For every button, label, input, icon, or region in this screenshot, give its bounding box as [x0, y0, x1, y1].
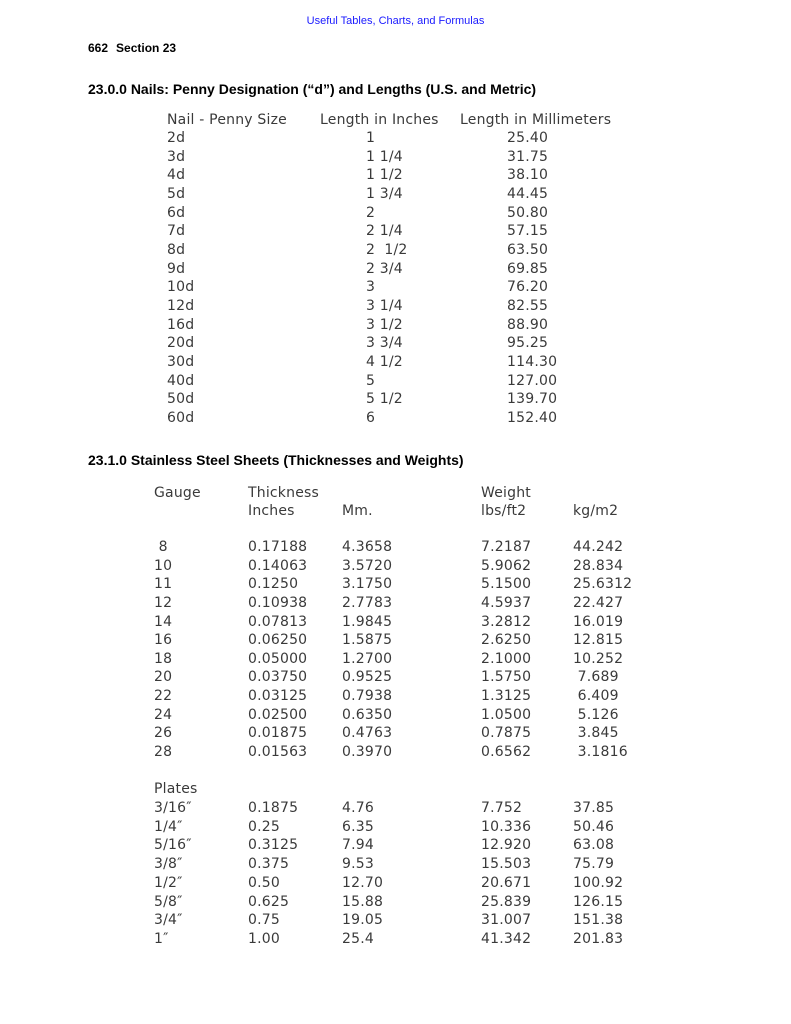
table-cell: 7.689: [573, 669, 619, 686]
table-cell: 20.671: [481, 874, 532, 891]
table-cell: 10d: [167, 279, 195, 296]
table-cell: 0.75: [248, 912, 280, 929]
table-cell: 0.50: [248, 874, 280, 891]
table-cell: 3d: [167, 148, 186, 165]
section-label: Section 23: [116, 41, 177, 55]
table-cell: 0.06250: [248, 632, 308, 649]
table-cell: 0.1250: [248, 576, 299, 593]
table-cell: 38.10: [507, 167, 549, 184]
table-cell: 1.0500: [481, 706, 532, 723]
table-cell: 57.15: [507, 223, 549, 240]
table-cell: 127.00: [507, 372, 558, 389]
table-cell: 5d: [167, 186, 186, 202]
table-cell: 7.94: [342, 837, 374, 854]
table-cell: 3 1/2: [366, 316, 403, 333]
table-cell: 63.08: [573, 837, 615, 854]
table-cell: 28.834: [573, 557, 624, 574]
table-cell: 10: [154, 557, 173, 574]
table-cell: 75.79: [573, 856, 615, 873]
table-cell: 3/16″: [154, 800, 192, 816]
table-cell: 95.25: [507, 335, 549, 352]
column-header: kg/m2: [573, 503, 619, 519]
plates-subheading: Plates: [154, 781, 198, 797]
table-cell: 0.3970: [342, 744, 393, 761]
nails-section-title: 23.0.0 Nails: Penny Designation (“d”) and Lengths (U.S. and Metric): [88, 81, 537, 97]
table-cell: 0.01875: [248, 725, 308, 742]
table-cell: 4.76: [342, 800, 374, 816]
table-cell: 0.4763: [342, 725, 393, 742]
table-cell: 28: [154, 744, 173, 761]
table-cell: 114.30: [507, 354, 558, 371]
table-cell: 50d: [167, 391, 195, 408]
table-cell: 1 1/2: [366, 167, 403, 184]
table-cell: 2d: [167, 130, 186, 146]
table-cell: 4.3658: [342, 539, 393, 555]
table-cell: 4 1/2: [366, 354, 403, 371]
table-cell: 2.6250: [481, 632, 532, 649]
table-cell: 16.019: [573, 613, 624, 630]
table-cell: 3/4″: [154, 912, 183, 929]
table-cell: 25.839: [481, 893, 532, 910]
table-cell: 7.752: [481, 800, 523, 816]
table-cell: 22: [154, 688, 173, 705]
table-cell: 151.38: [573, 912, 624, 929]
table-cell: 20: [154, 669, 173, 686]
table-cell: 82.55: [507, 298, 549, 315]
table-cell: 88.90: [507, 316, 549, 333]
column-header: Length in Inches: [320, 112, 439, 128]
table-cell: 9d: [167, 260, 186, 277]
table-cell: 1.2700: [342, 650, 393, 667]
table-cell: 22.427: [573, 594, 624, 611]
table-cell: 12.70: [342, 874, 384, 891]
table-cell: 12.815: [573, 632, 624, 649]
table-cell: 3.5720: [342, 557, 393, 574]
table-cell: 5 1/2: [366, 391, 403, 408]
table-cell: 0.1875: [248, 800, 299, 816]
table-cell: 1: [366, 130, 376, 146]
table-cell: 0.7938: [342, 688, 393, 705]
table-cell: 0.17188: [248, 539, 308, 555]
table-cell: 1 3/4: [366, 186, 403, 202]
table-cell: 8: [154, 539, 168, 555]
table-cell: 6.409: [573, 688, 619, 705]
table-cell: 1.3125: [481, 688, 532, 705]
table-cell: 5.1500: [481, 576, 532, 593]
table-cell: 0.14063: [248, 557, 308, 574]
table-cell: 12.920: [481, 837, 532, 854]
table-cell: 16: [154, 632, 173, 649]
table-cell: 44.45: [507, 186, 549, 202]
table-cell: 26: [154, 725, 173, 742]
table-cell: 5.126: [573, 706, 619, 723]
table-cell: 3 3/4: [366, 335, 403, 352]
table-cell: 1.9845: [342, 613, 393, 630]
table-cell: 2 3/4: [366, 260, 403, 277]
table-cell: 15.503: [481, 856, 532, 873]
page-header: [88, 41, 184, 55]
table-cell: 63.50: [507, 242, 549, 259]
table-cell: 69.85: [507, 260, 549, 277]
table-cell: 0.25: [248, 818, 280, 835]
table-cell: 30d: [167, 354, 195, 371]
table-cell: 10.336: [481, 818, 532, 835]
table-cell: 25.40: [507, 130, 549, 146]
table-cell: 139.70: [507, 391, 558, 408]
table-cell: 9.53: [342, 856, 374, 873]
table-cell: 0.02500: [248, 706, 308, 723]
table-cell: 0.01563: [248, 744, 308, 761]
table-cell: 6.35: [342, 818, 374, 835]
column-header: Inches: [248, 503, 295, 519]
running-header-link[interactable]: Useful Tables, Charts, and Formulas: [306, 15, 485, 27]
table-cell: 0.10938: [248, 594, 308, 611]
table-cell: 7d: [167, 223, 186, 240]
table-cell: 3/8″: [154, 856, 183, 873]
column-header: Weight: [481, 485, 531, 501]
table-cell: 2 1/4: [366, 223, 403, 240]
table-cell: 25.6312: [573, 576, 633, 593]
table-cell: 3.2812: [481, 613, 532, 630]
table-cell: 7.2187: [481, 539, 532, 555]
table-cell: 60d: [167, 410, 195, 427]
table-cell: 44.242: [573, 539, 624, 555]
table-cell: 25.4: [342, 930, 374, 947]
table-cell: 31.75: [507, 148, 549, 165]
table-cell: 5: [366, 372, 376, 389]
table-cell: 2.7783: [342, 594, 393, 611]
table-cell: 3: [366, 279, 376, 296]
table-cell: 18: [154, 650, 173, 667]
table-cell: 4.5937: [481, 594, 532, 611]
table-cell: 15.88: [342, 893, 384, 910]
table-cell: 50.46: [573, 818, 615, 835]
table-cell: 14: [154, 613, 173, 630]
table-cell: 0.03125: [248, 688, 308, 705]
table-cell: 0.6350: [342, 706, 393, 723]
column-header: Nail - Penny Size: [167, 112, 287, 128]
table-cell: 0.05000: [248, 650, 308, 667]
table-cell: 16d: [167, 316, 195, 333]
table-cell: 24: [154, 706, 173, 723]
table-cell: 0.625: [248, 893, 290, 910]
steel-section-title: 23.1.0 Stainless Steel Sheets (Thicknesses and Weights): [88, 452, 464, 468]
table-cell: 1/4″: [154, 818, 183, 835]
table-cell: 0.6562: [481, 744, 532, 761]
table-cell: 0.7875: [481, 725, 532, 742]
table-cell: 5/16″: [154, 837, 192, 854]
table-cell: 11: [154, 576, 173, 593]
table-cell: 152.40: [507, 410, 558, 427]
table-cell: 1.00: [248, 930, 280, 947]
table-cell: 5/8″: [154, 893, 183, 910]
table-cell: 3.1816: [573, 744, 628, 761]
table-cell: 31.007: [481, 912, 532, 929]
page-number: 662: [88, 41, 109, 55]
column-header: lbs/ft2: [481, 503, 527, 519]
table-cell: 3.1750: [342, 576, 393, 593]
table-cell: 0.3125: [248, 837, 299, 854]
column-header: Length in Millimeters: [460, 112, 612, 128]
table-cell: 100.92: [573, 874, 624, 891]
table-cell: 0.375: [248, 856, 290, 873]
table-cell: 3 1/4: [366, 298, 403, 315]
table-cell: 76.20: [507, 279, 549, 296]
table-cell: 8d: [167, 242, 186, 259]
table-cell: 1/2″: [154, 874, 183, 891]
table-cell: 126.15: [573, 893, 624, 910]
table-cell: 6d: [167, 204, 186, 221]
column-header: Mm.: [342, 503, 373, 519]
table-cell: 2.1000: [481, 650, 532, 667]
table-cell: 201.83: [573, 930, 624, 947]
table-cell: 0.9525: [342, 669, 393, 686]
table-cell: 1″: [154, 930, 169, 947]
table-cell: 37.85: [573, 800, 615, 816]
table-cell: 6: [366, 410, 376, 427]
column-header: Gauge: [154, 485, 201, 501]
table-cell: 1 1/4: [366, 148, 403, 165]
table-cell: 41.342: [481, 930, 532, 947]
table-cell: 20d: [167, 335, 195, 352]
table-cell: 0.03750: [248, 669, 308, 686]
table-cell: 1.5750: [481, 669, 532, 686]
table-cell: 4d: [167, 167, 186, 184]
table-cell: 5.9062: [481, 557, 532, 574]
table-cell: 10.252: [573, 650, 624, 667]
table-cell: 2 1/2: [366, 242, 408, 259]
column-header: Thickness: [248, 485, 319, 501]
table-cell: 19.05: [342, 912, 384, 929]
table-cell: 3.845: [573, 725, 619, 742]
table-cell: 50.80: [507, 204, 549, 221]
table-cell: 12: [154, 594, 173, 611]
table-cell: 0.07813: [248, 613, 308, 630]
table-cell: 40d: [167, 372, 195, 389]
table-cell: 2: [366, 204, 376, 221]
table-cell: 12d: [167, 298, 195, 315]
table-cell: 1.5875: [342, 632, 393, 649]
